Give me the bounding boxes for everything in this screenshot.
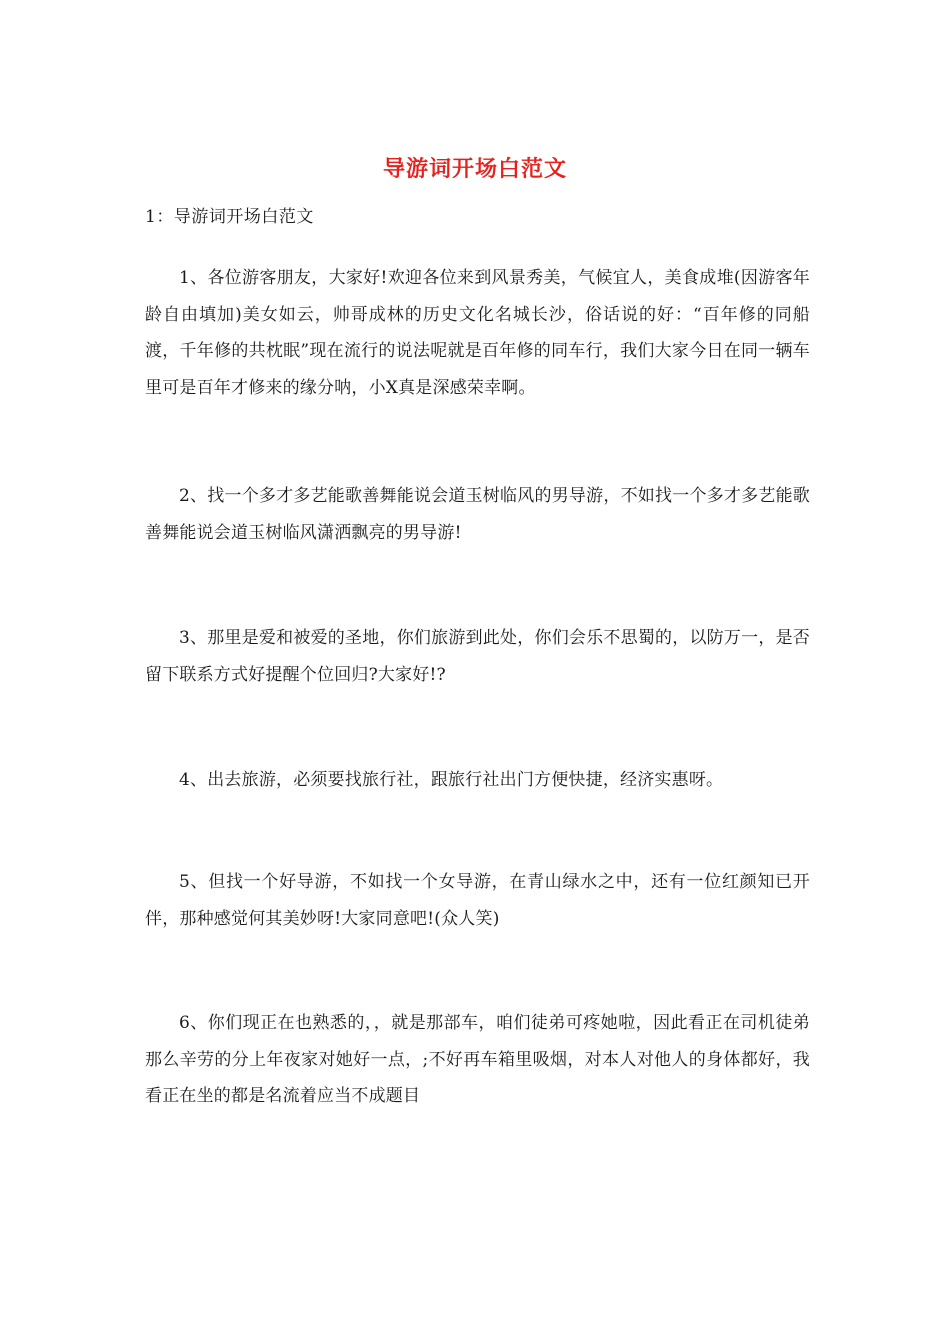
paragraph-3: 3、那里是爱和被爱的圣地，你们旅游到此处，你们会乐不思蜀的，以防万一，是否留下联系方式好提醒个位回归?大家好!? (145, 628, 810, 685)
document-title: 导游词开场白范文 (382, 156, 567, 182)
paragraph-2: 2、找一个多才多艺能歌善舞能说会道玉树临风的男导游，不如找一个多才多艺能歌善舞能说会道玉树临风潇洒飘亮的男导游! (145, 486, 810, 543)
section-heading: 1：导游词开场白范文 (145, 207, 314, 227)
paragraph-4: 4、出去旅游，必须要找旅行社，跟旅行社出门方便快捷，经济实惠呀。 (179, 770, 724, 790)
paragraph-6: 6、你们现正在也熟悉的，，就是那部车，咱们徒弟可疼她啦，因此看正在司机徒弟那么辛劳的分上年夜家对她好一点，;不好再车箱里吸烟，对本人对他人的身体都好，我看正在坐的都是名流着应当不成题目 (145, 1013, 810, 1106)
paragraph-1: 1、各位游客朋友，大家好!欢迎各位来到风景秀美，气候宜人，美食成堆(因游客年龄自由填加)美女如云，帅哥成林的历史文化名城长沙，俗话说的好：“百年修的同船渡，千年修的共枕眠”现在流行的说法呢就是百年修的同车行，我们大家今日在同一辆车里可是百年才修来的缘分呐，小X真是深感荣幸啊。 (145, 268, 810, 398)
paragraph-5: 5、但找一个好导游，不如找一个女导游，在青山绿水之中，还有一位红颜知已开伴，那种感觉何其美妙呀!大家同意吧!(众人笑) (145, 872, 810, 929)
